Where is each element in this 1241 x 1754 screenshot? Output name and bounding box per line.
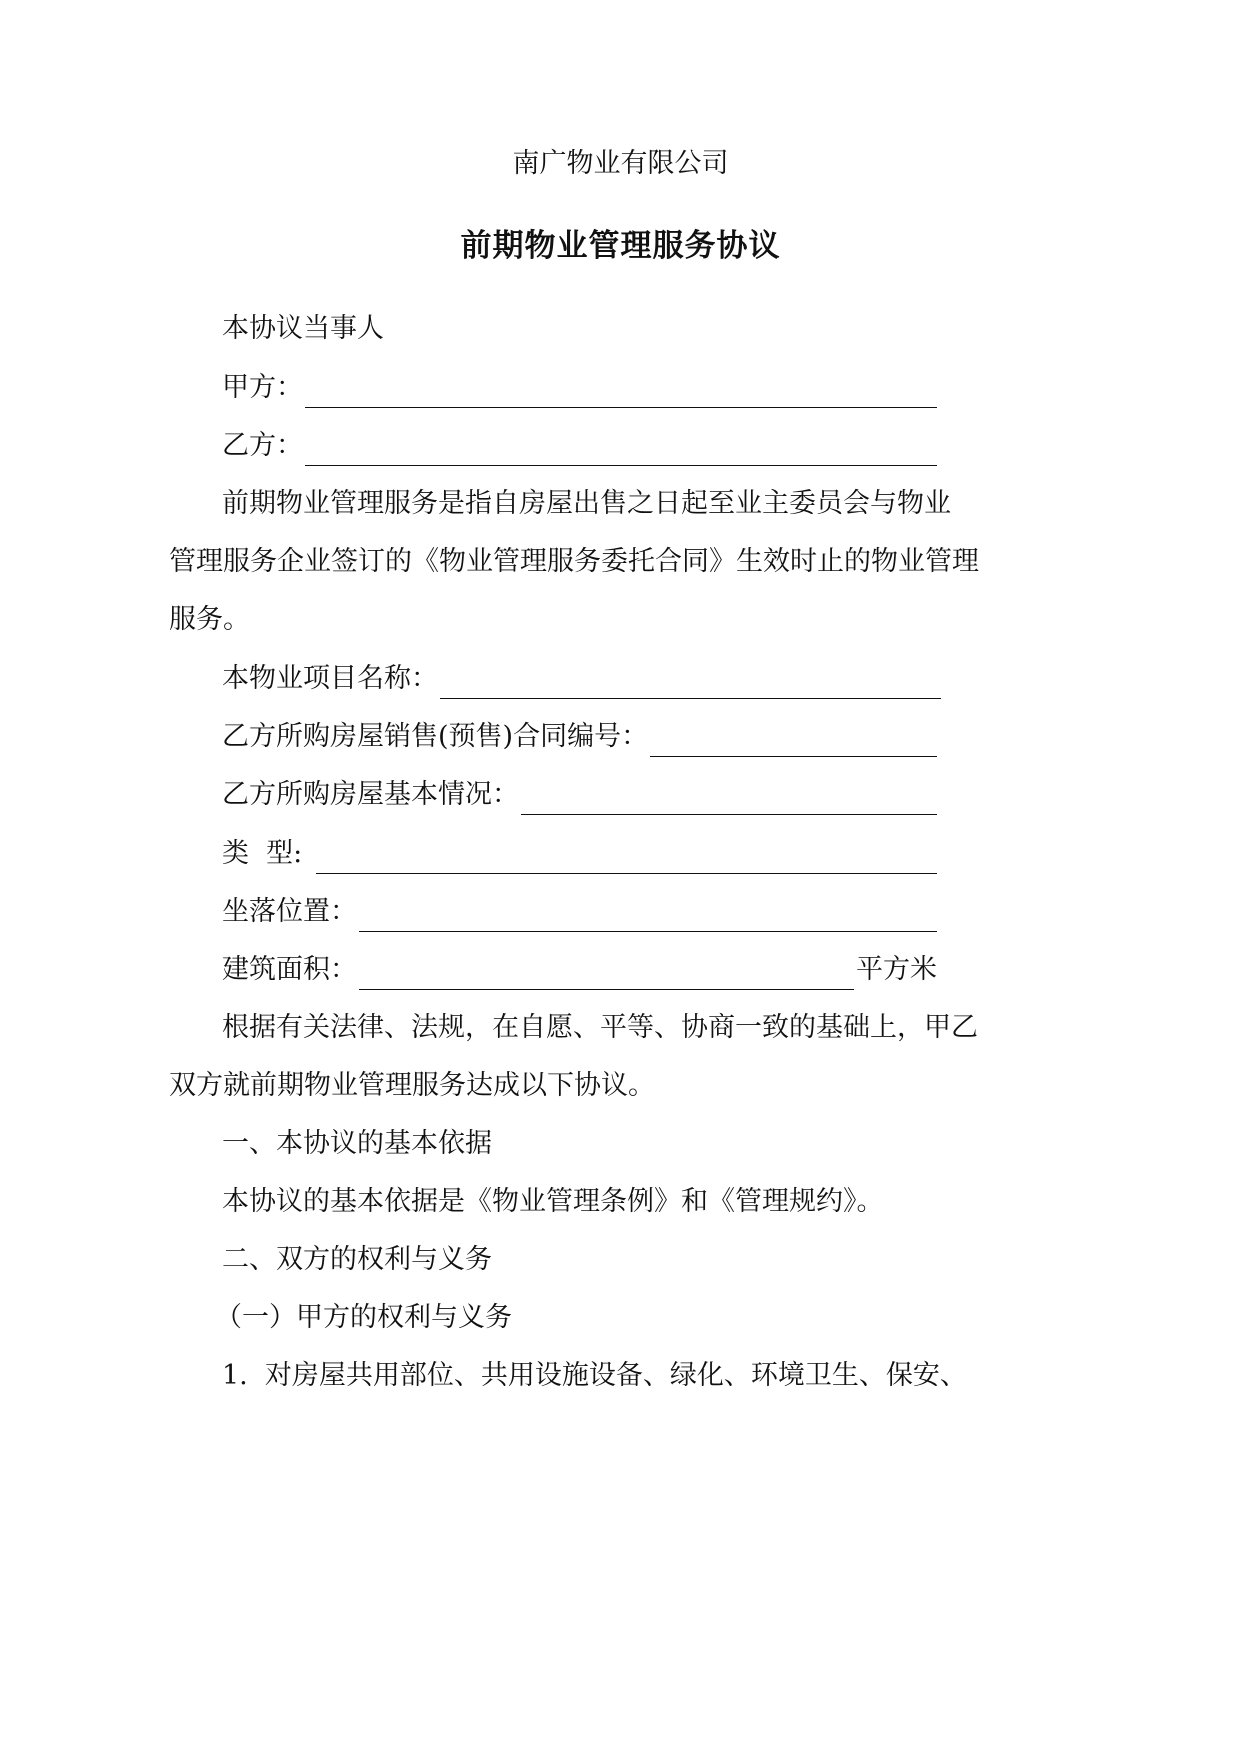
- definition-line-1: 前期物业管理服务是指自房屋出售之日起至业主委员会与物业: [222, 488, 951, 519]
- parties-intro: 本协议当事人: [222, 313, 384, 344]
- section-1-heading: 一、本协议的基本依据: [222, 1128, 492, 1159]
- type-label: 类 型:: [222, 838, 303, 869]
- location-blank[interactable]: [359, 900, 937, 932]
- party-a-row: [222, 368, 937, 408]
- type-row: [222, 834, 937, 874]
- basis-line-2: 双方就前期物业管理服务达成以下协议。: [169, 1070, 655, 1101]
- contract-no-blank[interactable]: [650, 725, 937, 757]
- document-title: 前期物业管理服务协议: [460, 228, 781, 264]
- contract-no-row: [222, 717, 937, 757]
- contract-no-label: 乙方所购房屋销售(预售)合同编号：: [222, 721, 649, 752]
- section-1-body: 本协议的基本依据是《物业管理条例》和《管理规约》。: [222, 1186, 884, 1217]
- project-name-blank[interactable]: [440, 667, 941, 699]
- project-name-label: 本物业项目名称：: [222, 663, 438, 694]
- basis-line-1: 根据有关法律、法规，在自愿、平等、协商一致的基础上，甲乙: [222, 1012, 978, 1043]
- area-unit: 平方米: [856, 954, 937, 985]
- area-label: 建筑面积：: [222, 954, 357, 985]
- area-row: [222, 950, 937, 990]
- location-row: [222, 892, 937, 932]
- party-a-blank[interactable]: [305, 376, 937, 408]
- basic-info-label: 乙方所购房屋基本情况：: [222, 779, 519, 810]
- subsection-1-heading: （一）甲方的权利与义务: [215, 1302, 512, 1333]
- party-b-label: 乙方：: [222, 430, 303, 461]
- project-name-row: [222, 659, 941, 699]
- basic-info-blank[interactable]: [521, 783, 937, 815]
- definition-line-2: 管理服务企业签订的《物业管理服务委托合同》生效时止的物业管理: [169, 546, 979, 577]
- type-blank[interactable]: [316, 842, 937, 874]
- definition-line-3: 服务。: [169, 604, 250, 635]
- party-a-label: 甲方：: [222, 372, 303, 403]
- area-blank[interactable]: [359, 958, 854, 990]
- company-name: 南广物业有限公司: [512, 148, 729, 179]
- party-b-row: [222, 426, 937, 466]
- item-1-text: 1. 对房屋共用部位、共用设施设备、绿化、环境卫生、保安、: [222, 1360, 967, 1391]
- location-label: 坐落位置：: [222, 896, 357, 927]
- basic-info-row: [222, 775, 937, 815]
- section-2-heading: 二、双方的权利与义务: [222, 1244, 492, 1275]
- party-b-blank[interactable]: [305, 434, 937, 466]
